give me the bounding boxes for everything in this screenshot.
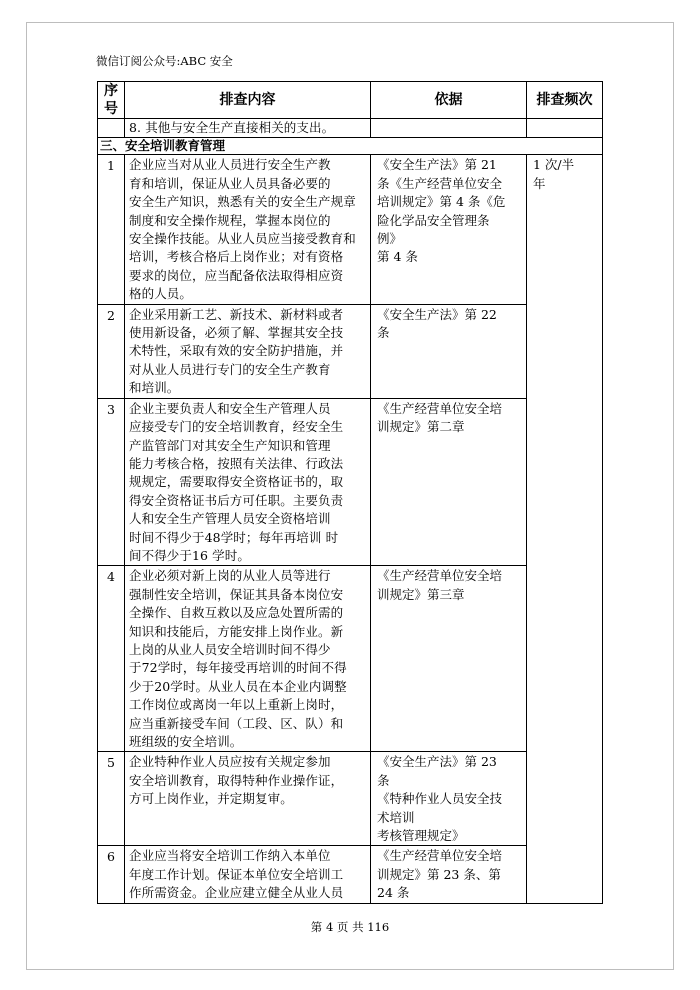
row-content: 企业采用新工艺、新技术、新材料或者 使用新设备，必须了解、掌握其安全技 术特性，采取有效的安全防护措施，并 对从业人员进行专门的安全生产教育 和培训。: [125, 304, 371, 398]
table-row: [98, 155, 603, 304]
row-number: 5: [98, 752, 125, 846]
row-content: 企业主要负责人和安全生产管理人员 应接受专门的安全培训教育，经安全生 产监管部门对其安全生产知识和管理 能力考核合格，按照有关法律、行政法 规规定，需要取得安全资格证书的，取 得安全资格证书后方可任职。主要负责 人和安全生产管理人员安全资格培训 时间不得少于48学时；每年再培训 时 间不得少于16 学时。: [125, 398, 371, 566]
frequency-cell: 1 次/半 年: [527, 155, 603, 903]
row-basis: 《安全生产法》第 21 条《生产经营单位安全 培训规定》第 4 条《危 险化学品安全管理条 例》 第 4 条: [371, 155, 527, 304]
row-basis: 《生产经营单位安全培 训规定》第二章: [371, 398, 527, 566]
row-number: 1: [98, 155, 125, 304]
row-basis: 《安全生产法》第 22 条: [371, 304, 527, 398]
col-header-no: 序号: [98, 82, 125, 119]
row-basis: 《安全生产法》第 23 条 《特种作业人员安全技 术培训 考核管理规定》: [371, 752, 527, 846]
table-header-row: [98, 82, 603, 119]
carryover-content: 8. 其他与安全生产直接相关的支出。: [125, 119, 371, 138]
row-content: 企业特种作业人员应按有关规定参加 安全培训教育，取得特种作业操作证， 方可上岗作业，并定期复审。: [125, 752, 371, 846]
page-header: 微信订阅公众号:ABC 安全: [96, 54, 233, 68]
col-header-content: 排查内容: [125, 82, 371, 119]
section-row: [98, 138, 603, 155]
inspection-table: [97, 81, 603, 904]
section-title: 三、安全培训教育管理: [98, 138, 603, 155]
page-footer: 第 4 页 共 116: [310, 920, 390, 934]
row-number: 3: [98, 398, 125, 566]
row-number: 4: [98, 566, 125, 752]
row-content: 企业必须对新上岗的从业人员等进行 强制性安全培训，保证其具备本岗位安 全操作、自救互救以及应急处置所需的 知识和技能后，方能安排上岗作业。新 上岗的从业人员安全培训时间不得少 于72学时，每年接受再培训的时间不得 少于20学时。从业人员在本企业内调整 工作岗位或离岗一年以上重新上岗时， 应当重新接受车间（工段、区、队）和 班组级的安全培训。: [125, 566, 371, 752]
row-basis: 《生产经营单位安全培 训规定》第 23 条、第 24 条: [371, 846, 527, 903]
row-number: 6: [98, 846, 125, 903]
col-header-basis: 依据: [371, 82, 527, 119]
row-content: 企业应当对从业人员进行安全生产教 育和培训，保证从业人员具备必要的 安全生产知识，熟悉有关的安全生产规章 制度和安全操作规程，掌握本岗位的 安全操作技能。从业人员应当接受教育和 培训，考核合格后上岗作业；对有资格 要求的岗位，应当配备依法取得相应资 格的人员。: [125, 155, 371, 304]
col-header-frequency: 排查频次: [527, 82, 603, 119]
row-content: 企业应当将安全培训工作纳入本单位 年度工作计划。保证本单位安全培训工 作所需资金。企业应建立健全从业人员: [125, 846, 371, 903]
row-number: 2: [98, 304, 125, 398]
carryover-row: [98, 119, 603, 138]
row-basis: 《生产经营单位安全培 训规定》第三章: [371, 566, 527, 752]
